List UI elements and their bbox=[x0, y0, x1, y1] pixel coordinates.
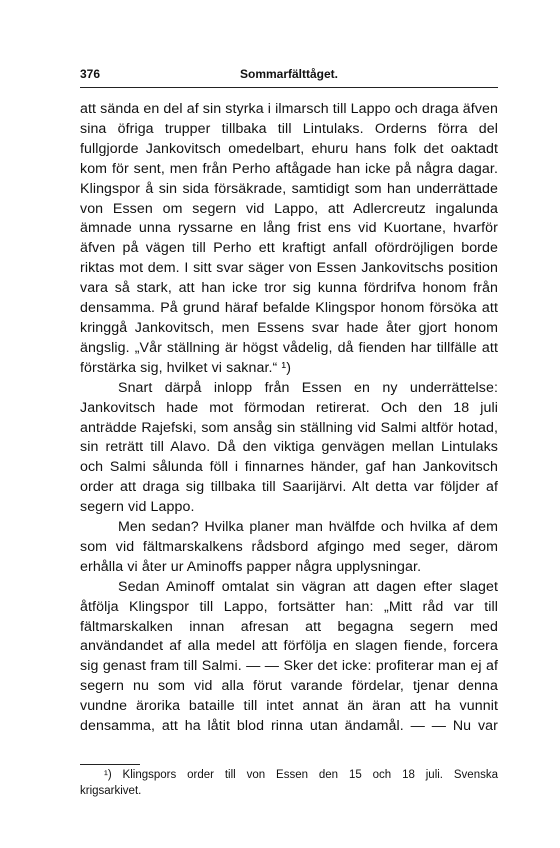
body-text bbox=[80, 100, 498, 737]
page-number: 376 bbox=[80, 67, 101, 81]
running-title: Sommarfälttåget. bbox=[239, 67, 339, 81]
paragraph: Sedan Aminoff omtalat sin vägran att dagen efter slaget åtfölja Klingspor till Lappo, fortsätter han: „Mitt råd var till fältmarskalken innan afresan att begagna segern med användandet af alla medel att förfölja en slagen fiende, forcera sig genast fram till Salmi. — — Sker det icke: profiterar man ej af segern nu som vid alla förut varande fördelar, tjenar denna vundne ärorika bataille till intet annat än äran att ha vunnit densamma, att ha låtit blod rinna utan ändamål. — — Nu var bbox=[80, 578, 498, 735]
paragraph: Men sedan? Hvilka planer man hvälfde och hvilka af dem som vid fältmarskalkens rådsbord afgingo med seger, därom erhålla vi åter ur Aminoffs papper några upplysningar. bbox=[80, 519, 498, 575]
footnote-line: ¹) Klingspors order till von Essen den 15 och 18 juli. Svenska bbox=[104, 769, 498, 781]
paragraph: att sända en del af sin styrka i ilmarsch till Lappo och draga äfven sina öfriga trupper tillbaka till Lintulaks. Orderns förra del fullgjorde Jankovitsch omedelbart, ehuru hans folk det oaktadt kom för sent, men från Perho aftågade han icke på några dagar. Klingspor å sin sida försäkrade, samtidigt som han underrättade von Essen om segern vid Lappo, att Adlercreutz ingalunda ämnade unna ryssarne en lång frist ens vid Kuortane, hvarför äfven på vägen till Perho ett kraftigt anfall ofördröjligen borde riktas mot dem. I sitt svar säger von Essen Jankovitschs position vara så stark, att han icke tror sig kunna fördrifva honom från densamma. På grund häraf befalde Klingspor honom försöka att kringgå Jankovitsch, men Essens svar hade åter gjort honom ängslig. „Vår ställning är högst vådelig, då fienden har tillfälle att förstärka sig, hvilket vi saknar.“ ¹) bbox=[80, 101, 498, 376]
header-rule bbox=[80, 87, 498, 88]
footnote-line: krigsarkivet. bbox=[80, 785, 142, 797]
footnote-rule bbox=[80, 764, 140, 765]
footnote bbox=[80, 767, 498, 799]
paragraph: Snart därpå inlopp från Essen en ny underrättelse: Jankovitsch hade mot förmodan retirerat. Och den 18 juli anträdde Rajefski, som ansåg sin ställning vid Salmi altför hotad, sin reträtt till Alavo. Då den viktiga genvägen mellan Lintulaks och Salmi sålunda föll i finnarnes händer, gaf han Jankovitsch order att draga sig tillbaka till Saarijärvi. Alt detta var följder af segern vid Lappo. bbox=[80, 379, 498, 516]
